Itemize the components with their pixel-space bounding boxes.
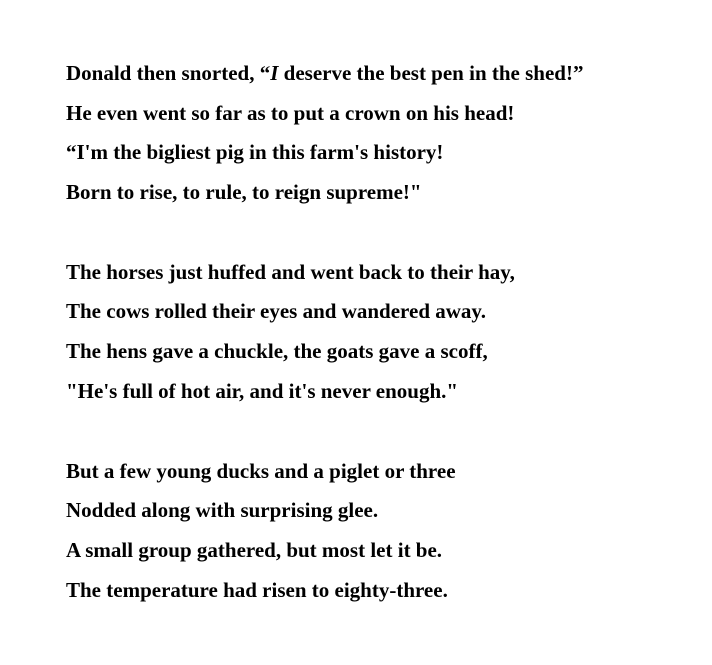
poem-line: Nodded along with surprising glee. xyxy=(66,498,379,523)
line-text-after-emphasis: deserve the best pen in the shed!” xyxy=(278,61,584,85)
poem-line: “I'm the bigliest pig in this farm's history! xyxy=(66,140,444,165)
poem-line: The hens gave a chuckle, the goats gave a scoff, xyxy=(66,339,488,364)
stanza-2 xyxy=(66,257,696,416)
poem-line: The temperature had risen to eighty-three. xyxy=(66,577,448,602)
poem-line xyxy=(66,58,696,98)
poem xyxy=(66,58,696,654)
poem-line: But a few young ducks and a piglet or three xyxy=(66,458,456,483)
poem-line: A small group gathered, but most let it be. xyxy=(66,537,443,562)
poem-line: He even went so far as to put a crown on his head! xyxy=(66,100,515,125)
poem-line: Born to rise, to rule, to reign supreme!" xyxy=(66,180,422,205)
stanza-1 xyxy=(66,58,696,217)
poem-line: "He's full of hot air, and it's never enough." xyxy=(66,378,459,403)
stanza-3 xyxy=(66,456,696,615)
poem-line: The horses just huffed and went back to their hay, xyxy=(66,259,515,284)
line-text-before-emphasis: Donald then snorted, “ xyxy=(66,61,271,85)
poem-line: The cows rolled their eyes and wandered away. xyxy=(66,299,487,324)
emphasized-word: I xyxy=(270,61,279,85)
